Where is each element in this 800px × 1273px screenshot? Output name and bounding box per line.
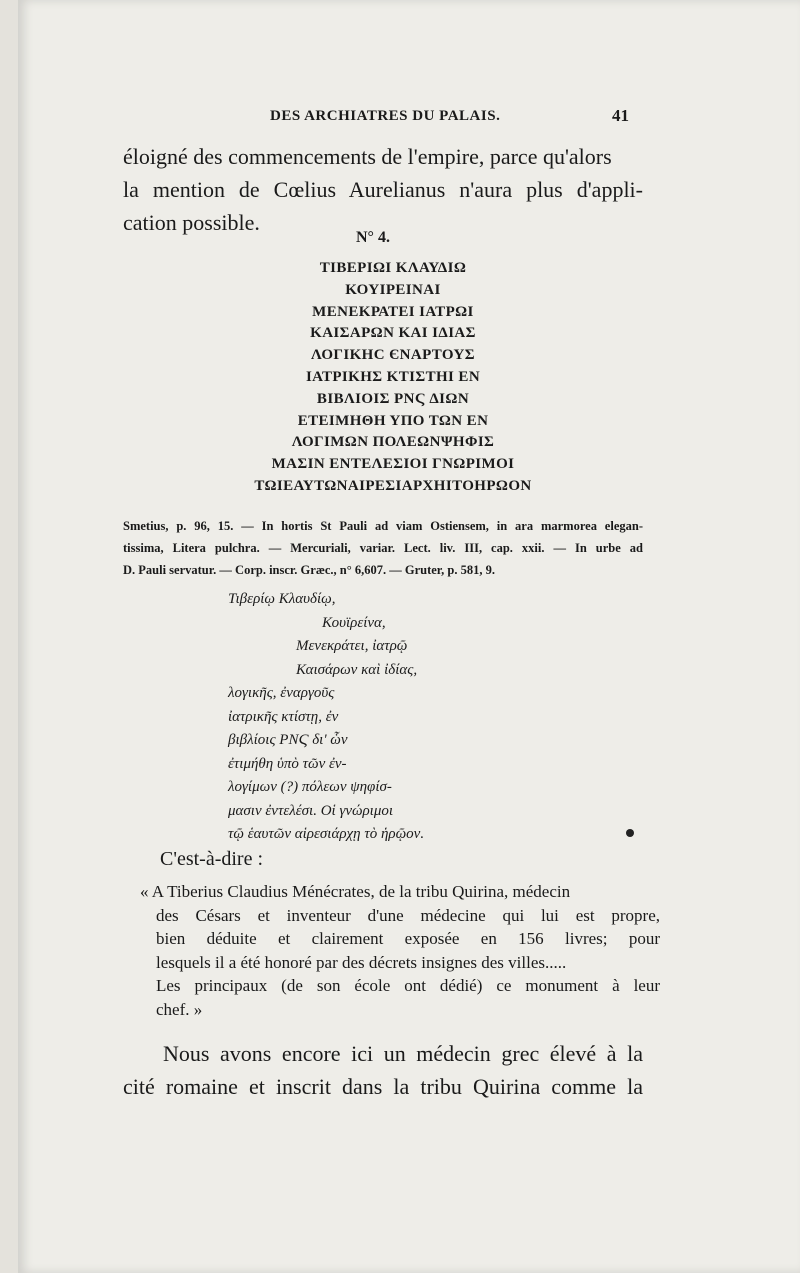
translation-line: bien déduite et clairement exposée en 156 livres; pour bbox=[156, 929, 660, 948]
page-number: 41 bbox=[612, 106, 629, 125]
inscription-line: ΤΩΙΕΑΥΤΩΝΑΙΡΕΣΙΑΡΧΗΙΤΟΗΡΩΟΝ bbox=[254, 477, 532, 494]
inscription-transliteration bbox=[228, 588, 568, 847]
text-line: éloigné des commencements de l'empire, parce qu'alors bbox=[123, 144, 612, 169]
inscription-line: ΜΕΝΕΚΡΑΤΕΙ ΙΑΤΡΩΙ bbox=[312, 303, 474, 320]
inscription-line: ΛΟΓΙΚΗC ЄΝΑΡΤΟΥΣ bbox=[311, 347, 475, 364]
inscription-number: N° 4. bbox=[356, 229, 390, 246]
text-line: Nous avons encore ici un médecin grec élevé à la bbox=[163, 1041, 643, 1066]
translation-line: Les principaux (de son école ont dédié) ce monument à leur bbox=[156, 976, 660, 995]
transliteration-line: Τιβερίῳ Κλαυδίῳ, bbox=[228, 591, 336, 607]
source-line: tissima, Litera pulchra. — Mercuriali, variar. Lect. liv. III, cap. xxii. — In urbe ad bbox=[123, 541, 643, 555]
text-line: la mention de Cœlius Aurelianus n'aura plus d'appli- bbox=[123, 177, 643, 202]
inscription-line: ΙΑΤΡΙΚΗΣ ΚΤΙΣΤΗΙ ΕΝ bbox=[305, 368, 481, 385]
transliteration-line: τῷ ἑαυτῶν αἱρεσιάρχῃ τὸ ἡρῷον. bbox=[228, 826, 425, 842]
transliteration-line: Καισάρων καὶ ἰδίας, bbox=[296, 661, 418, 678]
transliteration-line: Κουϊρείνα, bbox=[322, 614, 386, 631]
running-title: DES ARCHIATRES DU PALAIS. bbox=[270, 108, 501, 124]
translation-paragraph bbox=[140, 880, 660, 1021]
inscription-capitals bbox=[228, 258, 558, 498]
transliteration-line: μασιν ἐντελέσι. Οἱ γνώριμοι bbox=[228, 802, 394, 819]
inscription-line: ΛΟΓΙΜΩΝ ΠΟΛΕΩΝΨΗΦΙΣ bbox=[291, 434, 495, 451]
transliteration-line: βιβλίοις ΡΝϚ δι' ὧν bbox=[228, 732, 348, 748]
source-line: Smetius, p. 96, 15. — In hortis St Pauli ad viam Ostiensem, in ara marmorea elegan- bbox=[123, 519, 643, 533]
inscription-sources bbox=[123, 515, 643, 581]
translation-heading: C'est-à-dire : bbox=[160, 848, 264, 870]
translation-line: « A Tiberius Claudius Ménécrates, de la tribu Quirina, médecin bbox=[140, 882, 571, 901]
inscription-line: ΚΟΥΙΡΕΙΝΑΙ bbox=[345, 281, 441, 298]
ink-spot bbox=[626, 829, 634, 837]
inscription-line: ΒΙΒΛΙΟΙΣ ΡΝϚ ΔΙΩΝ bbox=[316, 390, 470, 407]
translation-line: des Césars et inventeur d'une médecine qui lui est propre, bbox=[156, 905, 660, 925]
inscription-line: ΚΑΙΣΑΡΩΝ ΚΑΙ ΙΔΙΑΣ bbox=[310, 325, 476, 342]
text-line: cation possible. bbox=[123, 210, 260, 235]
transliteration-line: Μενεκράτει, ἰατρῷ bbox=[296, 638, 408, 654]
transliteration-line: λογίμων (?) πόλεων ψηφίσ- bbox=[228, 779, 392, 795]
transliteration-line: ἐτιμήθη ὑπὸ τῶν ἐν- bbox=[228, 755, 347, 772]
closing-paragraph bbox=[123, 1037, 643, 1103]
page-header bbox=[0, 108, 800, 132]
intro-paragraph bbox=[123, 140, 643, 239]
inscription-line: ΤΙΒΕΡΙΩΙ ΚΛΑΥΔΙΩ bbox=[319, 260, 467, 276]
translation-line: lesquels il a été honoré par des décrets insignes des villes..... bbox=[156, 952, 567, 972]
text-line: cité romaine et inscrit dans la tribu Quirina comme la bbox=[123, 1074, 643, 1099]
inscription-line: ΕΤΕΙΜΗΘΗ ΥΠΟ ΤΩΝ ΕΝ bbox=[297, 412, 489, 429]
inscription-line: ΜΑΣΙΝ ΕΝΤΕΛΕΣΙΟΙ ΓΝΩΡΙΜΟΙ bbox=[271, 456, 515, 473]
source-line: D. Pauli servatur. — Corp. inscr. Græc., n° 6,607. — Gruter, p. 581, 9. bbox=[123, 563, 496, 577]
transliteration-line: λογικῆς, ἐναργοῦς bbox=[228, 685, 335, 701]
transliteration-line: ἰατρικῆς κτίστῃ, ἐν bbox=[228, 708, 339, 725]
translation-line: chef. » bbox=[156, 999, 203, 1019]
